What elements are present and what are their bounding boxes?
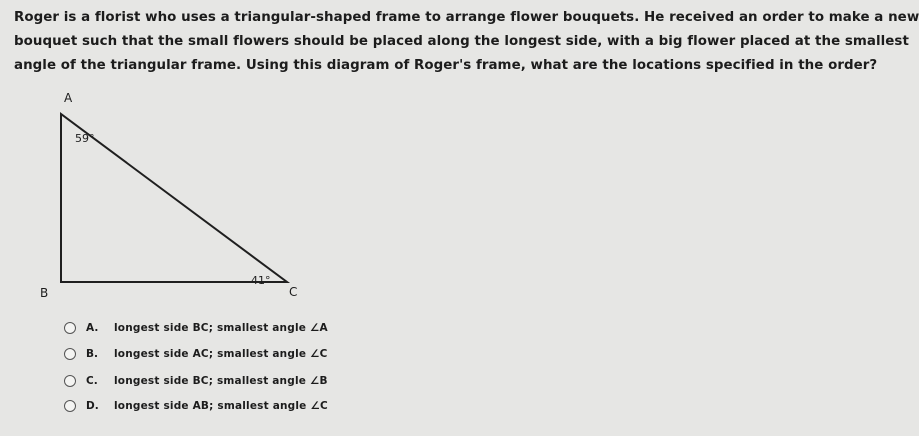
question-line: bouquet such that the small flowers should be placed along the longest side, with a big flower placed at the smallest	[14, 34, 909, 49]
option-d[interactable]	[64, 397, 328, 415]
option-label: longest side BC; smallest angle ∠B	[114, 375, 328, 387]
vertex-label-a: A	[64, 91, 73, 105]
option-letter: B.	[86, 348, 98, 360]
radio-button[interactable]	[64, 348, 76, 360]
option-letter: A.	[86, 322, 99, 334]
question-line: Roger is a florist who uses a triangular-shaped frame to arrange flower bouquets. He received an order to make a new	[14, 10, 919, 25]
radio-button[interactable]	[64, 400, 76, 412]
triangle-frame	[61, 114, 287, 282]
option-letter: C.	[86, 375, 98, 387]
option-label: longest side BC; smallest angle ∠A	[114, 322, 328, 334]
vertex-label-b: B	[40, 286, 49, 300]
question-line: angle of the triangular frame. Using this diagram of Roger's frame, what are the locations specified in the order?	[14, 58, 878, 73]
option-label: longest side AB; smallest angle ∠C	[114, 400, 328, 412]
option-b[interactable]	[64, 345, 328, 363]
radio-button[interactable]	[64, 375, 76, 387]
vertex-label-c: C	[289, 285, 298, 299]
option-letter: D.	[86, 400, 99, 412]
option-a[interactable]	[64, 319, 328, 337]
option-label: longest side AC; smallest angle ∠C	[114, 348, 328, 360]
angle-label-a: 59°	[75, 132, 95, 145]
option-c[interactable]	[64, 372, 328, 390]
angle-label-c: 41°	[251, 274, 271, 287]
radio-button[interactable]	[64, 322, 76, 334]
